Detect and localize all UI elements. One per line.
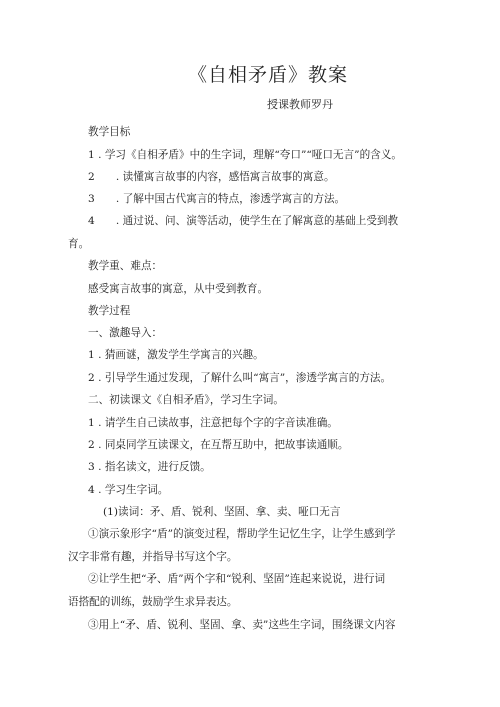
paragraph-line: ③用上“矛、盾、锐利、坚固、拿、卖”这些生字词，围绕课文内容 bbox=[88, 619, 396, 631]
paragraph-line: 4 . 通过说、问、演等活动，使学生在了解寓意的基础上受到教 bbox=[88, 215, 399, 227]
section-heading: 教学重、难点： bbox=[88, 260, 163, 272]
paragraph-line: 一、激趣导入： bbox=[88, 327, 163, 339]
document-title: 《自相矛盾》教案 bbox=[187, 64, 348, 86]
paragraph-line: 4 . 学习生字词。 bbox=[88, 484, 169, 496]
paragraph-line: 3 . 指名读文，进行反馈。 bbox=[88, 461, 211, 473]
paragraph-line: 1 . 学习《自相矛盾》中的生字词，理解“夸口”“哑口无言”的含义。 bbox=[88, 149, 402, 161]
paragraph-line: 汉字非常有趣，并指导书写这个字。 bbox=[68, 551, 238, 563]
paragraph-line: (1)读词：矛、盾、锐利、坚固、拿、卖、哑口无言 bbox=[103, 506, 341, 518]
paragraph-line: ②让学生把“矛、盾”两个字和“锐利、坚固”连起来说说，进行词 bbox=[88, 573, 386, 585]
paragraph-line: 感受寓言故事的寓意，从中受到教育。 bbox=[88, 283, 269, 295]
paragraph-line: 1 . 猜画谜，激发学生学寓言的兴趣。 bbox=[88, 349, 264, 361]
paragraph-line: 2 . 同桌同学互读课文，在互帮互助中，把故事读通顺。 bbox=[88, 439, 349, 451]
document-author: 授课教师罗丹 bbox=[267, 98, 333, 111]
paragraph-line: ①演示象形字“盾”的演变过程，帮助学生记忆生字，让学生感到学 bbox=[88, 528, 396, 540]
paragraph-line: 育。 bbox=[68, 238, 90, 250]
paragraph-line: 2 . 引导学生通过发现，了解什么叫“寓言”，渗透学寓言的方法。 bbox=[88, 372, 392, 384]
paragraph-line: 3 . 了解中国古代寓言的特点，渗透学寓言的方法。 bbox=[88, 193, 346, 205]
paragraph-line: 语搭配的训练，鼓励学生求异表达。 bbox=[68, 596, 238, 608]
paragraph-line: 二、初读课文《自相矛盾》，学习生字词。 bbox=[88, 394, 284, 406]
paragraph-line: 1 . 请学生自己读故事，注意把每个字的字音读准确。 bbox=[88, 417, 338, 429]
section-heading: 教学过程 bbox=[88, 305, 131, 317]
paragraph-line: 2 . 读懂寓言故事的内容，感悟寓言故事的寓意。 bbox=[88, 171, 335, 183]
section-heading: 教学目标 bbox=[88, 126, 131, 138]
